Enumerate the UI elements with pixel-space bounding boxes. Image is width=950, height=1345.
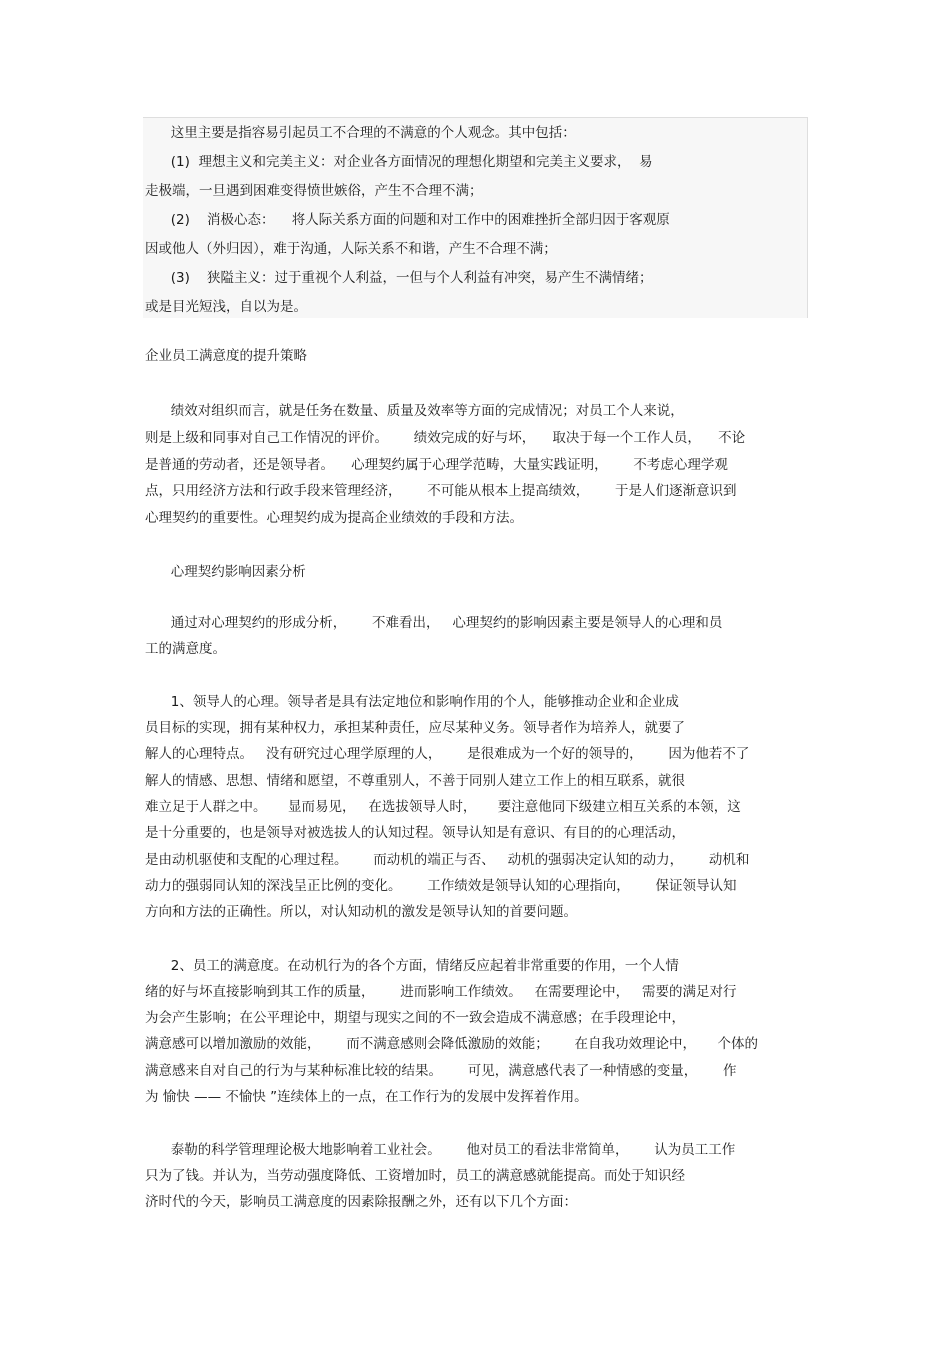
paragraph-line: 为 愉快 —— 不愉快 ”连续体上的一点，在工作行为的发展中发挥着作用。 (145, 1089, 588, 1105)
paragraph-line: 心理契约的重要性。心理契约成为提高企业绩效的手段和方法。 (145, 510, 523, 526)
box-line: (1) 理想主义和完美主义：对企业各方面情况的理想化期望和完美主义要求， 易 (145, 154, 653, 170)
paragraph-line: 是由动机驱使和支配的心理过程。 而动机的端正与否、 动机的强弱决定认知的动力， 动机和 (145, 852, 750, 868)
box-line: (2) 消极心态： 将人际关系方面的问题和对工作中的困难挫折全部归因于客观原 (145, 212, 670, 228)
paragraph-line: 泰勒的科学管理理论极大地影响着工业社会。 他对员工的看法非常简单， 认为员工工作 (145, 1142, 736, 1158)
paragraph-line: 员目标的实现，拥有某种权力，承担某种责任，应尽某种义务。领导者作为培养人，就要了 (145, 720, 685, 736)
paragraph-line: 绩效对组织而言，就是任务在数量、质量及效率等方面的完成情况；对员工个人来说， (145, 403, 684, 419)
paragraph-line: 难立足于人群之中。 显而易见， 在选拔领导人时， 要注意他同下级建立相互关系的本领，这 (145, 799, 741, 815)
paragraph-line: 1、领导人的心理。领导者是具有法定地位和影响作用的个人，能够推动企业和企业成 (145, 694, 679, 710)
paragraph-line: 济时代的今天，影响员工满意度的因素除报酬之外，还有以下几个方面： (145, 1194, 577, 1210)
paragraph-line: 工的满意度。 (145, 641, 226, 657)
paragraph-line: 是普通的劳动者，还是领导者。 心理契约属于心理学范畴，大量实践证明， 不考虑心理学观 (145, 457, 728, 473)
paragraph-line: 动力的强弱同认知的深浅呈正比例的变化。 工作绩效是领导认知的心理指向， 保证领导认知 (145, 878, 737, 894)
paragraph-line: 则是上级和同事对自己工作情况的评价。 绩效完成的好与坏， 取决于每一个工作人员， 不论 (145, 430, 746, 446)
paragraph-line: 点，只用经济方法和行政手段来管理经济， 不可能从根本上提高绩效， 于是人们逐渐意识到 (145, 483, 737, 499)
box-line: (3) 狭隘主义：过于重视个人利益，一但与个人利益有冲突，易产生不满情绪； (145, 270, 653, 286)
paragraph-line: 解人的心理特点。 没有研究过心理学原理的人， 是很难成为一个好的领导的， 因为他若不了 (145, 746, 750, 762)
paragraph-line: 方向和方法的正确性。所以，对认知动机的激发是领导认知的首要问题。 (145, 904, 577, 920)
box-line: 因或他人（外归因），难于沟通，人际关系不和谐，产生不合理不满； (145, 241, 557, 257)
box-line: 这里主要是指容易引起员工不合理的不满意的个人观念。其中包括： (145, 125, 576, 141)
box-line: 走极端，一旦遇到困难变得愤世嫉俗，产生不合理不满； (145, 183, 483, 199)
paragraph-line: 是十分重要的，也是领导对被选拔人的认知过程。领导认知是有意识、有目的的心理活动， (145, 825, 685, 841)
box-line: 或是目光短浅，自以为是。 (145, 299, 307, 315)
paragraph-line: 通过对心理契约的形成分析， 不难看出， 心理契约的影响因素主要是领导人的心理和员 (145, 615, 723, 631)
paragraph-line: 2、员工的满意度。在动机行为的各个方面，情绪反应起着非常重要的作用，一个人情 (145, 958, 679, 974)
paragraph-line: 只为了钱。并认为，当劳动强度降低、工资增加时，员工的满意感就能提高。而处于知识经 (145, 1168, 685, 1184)
paragraph-line: 为会产生影响；在公平理论中，期望与现实之间的不一致会造成不满意感；在手段理论中， (145, 1010, 685, 1026)
paragraph-line: 解人的情感、思想、情绪和愿望，不尊重别人，不善于同别人建立工作上的相互联系，就很 (145, 773, 685, 789)
paragraph-line: 满意感来自对自己的行为与某种标准比较的结果。 可见，满意感代表了一种情感的变量， 作 (145, 1063, 737, 1079)
paragraph-line: 满意感可以增加激励的效能， 而不满意感则会降低激励的效能； 在自我功效理论中， 个体的 (145, 1036, 758, 1052)
paragraph-line: 绪的好与坏直接影响到其工作的质量， 进而影响工作绩效。 在需要理论中， 需要的满足对行 (145, 984, 737, 1000)
subsection-heading: 心理契约影响因素分析 (145, 564, 306, 580)
section-heading: 企业员工满意度的提升策略 (145, 348, 307, 364)
